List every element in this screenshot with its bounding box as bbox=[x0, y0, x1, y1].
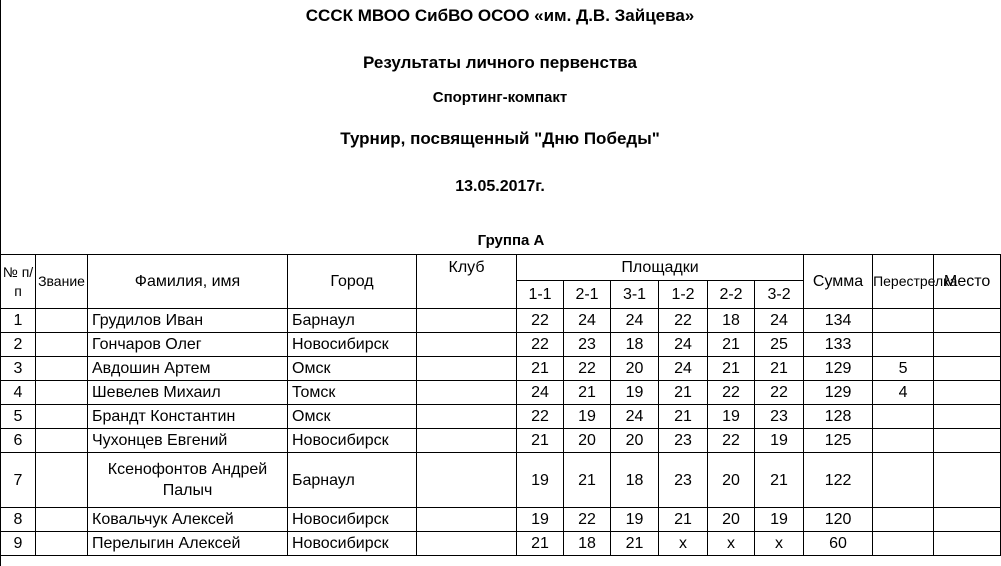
athlete-name-cell: Ксенофонтов Андрей Палыч bbox=[88, 453, 288, 508]
row-number-cell: 4 bbox=[1, 381, 36, 405]
city-cell: Новосибирск bbox=[288, 508, 417, 532]
score-cell-2-1: 18 bbox=[564, 532, 611, 556]
score-cell-3-2: x bbox=[755, 532, 804, 556]
table-row bbox=[1, 405, 1001, 429]
table-row bbox=[1, 357, 1001, 381]
rank-cell bbox=[36, 405, 88, 429]
athlete-name-cell: Гончаров Олег bbox=[88, 333, 288, 357]
row-number-cell: 1 bbox=[1, 309, 36, 333]
score-cell-3-1: 20 bbox=[611, 429, 659, 453]
score-cell-3-1: 21 bbox=[611, 532, 659, 556]
header-row bbox=[1, 255, 1001, 281]
club-cell bbox=[417, 381, 517, 405]
city-cell: Барнаул bbox=[288, 309, 417, 333]
place-cell bbox=[934, 405, 1001, 429]
sum-cell: 129 bbox=[804, 381, 873, 405]
row-number-cell: 5 bbox=[1, 405, 36, 429]
row-number-cell: 8 bbox=[1, 508, 36, 532]
score-cell-3-2: 19 bbox=[755, 429, 804, 453]
col-header-shootoff: Перестрелка bbox=[873, 255, 934, 309]
score-cell-1-2: 24 bbox=[659, 357, 708, 381]
rank-cell bbox=[36, 333, 88, 357]
score-cell-2-2: 22 bbox=[708, 381, 755, 405]
table-row bbox=[1, 532, 1001, 556]
col-header-place: Место bbox=[934, 255, 1001, 309]
city-cell: Барнаул bbox=[288, 453, 417, 508]
table-row bbox=[1, 508, 1001, 532]
city-cell: Томск bbox=[288, 381, 417, 405]
shootoff-cell bbox=[873, 453, 934, 508]
score-cell-3-2: 25 bbox=[755, 333, 804, 357]
table-row bbox=[1, 333, 1001, 357]
athlete-name-cell: Авдошин Артем bbox=[88, 357, 288, 381]
score-cell-1-2: 23 bbox=[659, 453, 708, 508]
score-cell-2-1: 22 bbox=[564, 508, 611, 532]
club-cell bbox=[417, 508, 517, 532]
table-row bbox=[1, 453, 1001, 508]
score-cell-3-2: 21 bbox=[755, 357, 804, 381]
score-cell-1-2: 21 bbox=[659, 381, 708, 405]
club-cell bbox=[417, 357, 517, 381]
score-cell-1-1: 22 bbox=[517, 333, 564, 357]
score-cell-3-2: 19 bbox=[755, 508, 804, 532]
shootoff-cell bbox=[873, 429, 934, 453]
sum-cell: 122 bbox=[804, 453, 873, 508]
place-cell bbox=[934, 429, 1001, 453]
score-cell-1-1: 22 bbox=[517, 405, 564, 429]
shootoff-cell bbox=[873, 508, 934, 532]
col-header-grounds: Площадки bbox=[517, 255, 804, 281]
score-cell-3-1: 19 bbox=[611, 508, 659, 532]
discipline-subtitle: Спортинг-компакт bbox=[432, 89, 568, 106]
col-header-num: № п/п bbox=[1, 255, 36, 309]
col-header-ground-1-2: 1-2 bbox=[659, 281, 708, 309]
col-header-rank: Звание bbox=[36, 255, 88, 309]
score-cell-1-1: 24 bbox=[517, 381, 564, 405]
score-cell-2-2: 22 bbox=[708, 429, 755, 453]
score-cell-2-1: 24 bbox=[564, 309, 611, 333]
shootoff-cell bbox=[873, 405, 934, 429]
col-header-sum: Сумма bbox=[804, 255, 873, 309]
score-cell-3-1: 18 bbox=[611, 453, 659, 508]
row-number-cell: 7 bbox=[1, 453, 36, 508]
row-number-cell: 9 bbox=[1, 532, 36, 556]
row-number-cell: 3 bbox=[1, 357, 36, 381]
shootoff-cell: 4 bbox=[873, 381, 934, 405]
sum-cell: 60 bbox=[804, 532, 873, 556]
sum-cell: 133 bbox=[804, 333, 873, 357]
group-heading: Группа А bbox=[477, 232, 545, 249]
score-cell-1-1: 21 bbox=[517, 532, 564, 556]
city-cell: Новосибирск bbox=[288, 532, 417, 556]
club-cell bbox=[417, 453, 517, 508]
athlete-name-cell: Чухонцев Евгений bbox=[88, 429, 288, 453]
col-header-club: Клуб bbox=[417, 255, 517, 309]
table-row bbox=[1, 381, 1001, 405]
club-cell bbox=[417, 532, 517, 556]
score-cell-1-1: 21 bbox=[517, 429, 564, 453]
score-cell-1-1: 21 bbox=[517, 357, 564, 381]
shootoff-cell bbox=[873, 532, 934, 556]
score-cell-3-1: 18 bbox=[611, 333, 659, 357]
place-cell bbox=[934, 453, 1001, 508]
rank-cell bbox=[36, 309, 88, 333]
table-row bbox=[1, 309, 1001, 333]
score-cell-2-2: 21 bbox=[708, 357, 755, 381]
athlete-name-cell: Ковальчук Алексей bbox=[88, 508, 288, 532]
place-cell bbox=[934, 309, 1001, 333]
document-title: Результаты личного первенства bbox=[363, 53, 637, 72]
club-cell bbox=[417, 405, 517, 429]
athlete-name-cell: Шевелев Михаил bbox=[88, 381, 288, 405]
col-header-ground-1-1: 1-1 bbox=[517, 281, 564, 309]
club-cell bbox=[417, 333, 517, 357]
col-header-ground-3-2: 3-2 bbox=[755, 281, 804, 309]
score-cell-3-1: 24 bbox=[611, 405, 659, 429]
rank-cell bbox=[36, 429, 88, 453]
athlete-name-cell: Перелыгин Алексей bbox=[88, 532, 288, 556]
table-row bbox=[1, 429, 1001, 453]
place-cell bbox=[934, 357, 1001, 381]
score-cell-2-1: 21 bbox=[564, 453, 611, 508]
sum-cell: 128 bbox=[804, 405, 873, 429]
score-cell-2-2: 18 bbox=[708, 309, 755, 333]
club-cell bbox=[417, 429, 517, 453]
score-cell-2-2: 19 bbox=[708, 405, 755, 429]
score-cell-2-2: x bbox=[708, 532, 755, 556]
athlete-name-cell: Грудилов Иван bbox=[88, 309, 288, 333]
row-number-cell: 6 bbox=[1, 429, 36, 453]
rank-cell bbox=[36, 508, 88, 532]
place-cell bbox=[934, 381, 1001, 405]
rank-cell bbox=[36, 532, 88, 556]
score-cell-2-1: 20 bbox=[564, 429, 611, 453]
organization-heading: СССК МВОО СибВО ОСОО «им. Д.В. Зайцева» bbox=[305, 6, 695, 25]
col-header-name: Фамилия, имя bbox=[88, 255, 288, 309]
shootoff-cell bbox=[873, 309, 934, 333]
sum-cell: 120 bbox=[804, 508, 873, 532]
score-cell-1-1: 19 bbox=[517, 508, 564, 532]
score-cell-1-2: 22 bbox=[659, 309, 708, 333]
col-header-ground-2-1: 2-1 bbox=[564, 281, 611, 309]
score-cell-1-2: x bbox=[659, 532, 708, 556]
rank-cell bbox=[36, 453, 88, 508]
city-cell: Омск bbox=[288, 357, 417, 381]
sum-cell: 129 bbox=[804, 357, 873, 381]
club-cell bbox=[417, 309, 517, 333]
event-date: 13.05.2017г. bbox=[455, 178, 545, 195]
score-cell-1-2: 21 bbox=[659, 508, 708, 532]
col-header-ground-2-2: 2-2 bbox=[708, 281, 755, 309]
score-cell-2-2: 20 bbox=[708, 508, 755, 532]
tournament-title: Турнир, посвященный "Дню Победы" bbox=[340, 129, 660, 148]
sum-cell: 125 bbox=[804, 429, 873, 453]
place-cell bbox=[934, 333, 1001, 357]
score-cell-3-1: 24 bbox=[611, 309, 659, 333]
score-cell-2-2: 20 bbox=[708, 453, 755, 508]
score-cell-3-2: 23 bbox=[755, 405, 804, 429]
score-cell-3-1: 20 bbox=[611, 357, 659, 381]
score-cell-3-2: 24 bbox=[755, 309, 804, 333]
score-cell-2-1: 23 bbox=[564, 333, 611, 357]
score-cell-1-2: 21 bbox=[659, 405, 708, 429]
place-cell bbox=[934, 508, 1001, 532]
score-cell-1-1: 19 bbox=[517, 453, 564, 508]
score-cell-1-1: 22 bbox=[517, 309, 564, 333]
rank-cell bbox=[36, 381, 88, 405]
score-cell-2-1: 21 bbox=[564, 381, 611, 405]
shootoff-cell: 5 bbox=[873, 357, 934, 381]
athlete-name-cell: Брандт Константин bbox=[88, 405, 288, 429]
shootoff-cell bbox=[873, 333, 934, 357]
score-cell-3-1: 19 bbox=[611, 381, 659, 405]
city-cell: Новосибирск bbox=[288, 429, 417, 453]
score-cell-2-2: 21 bbox=[708, 333, 755, 357]
score-cell-3-2: 21 bbox=[755, 453, 804, 508]
rank-cell bbox=[36, 357, 88, 381]
place-cell bbox=[934, 532, 1001, 556]
city-cell: Омск bbox=[288, 405, 417, 429]
results-table bbox=[0, 254, 1001, 556]
score-cell-2-1: 22 bbox=[564, 357, 611, 381]
sum-cell: 134 bbox=[804, 309, 873, 333]
score-cell-3-2: 22 bbox=[755, 381, 804, 405]
col-header-city: Город bbox=[288, 255, 417, 309]
score-cell-1-2: 24 bbox=[659, 333, 708, 357]
score-cell-1-2: 23 bbox=[659, 429, 708, 453]
col-header-ground-3-1: 3-1 bbox=[611, 281, 659, 309]
city-cell: Новосибирск bbox=[288, 333, 417, 357]
score-cell-2-1: 19 bbox=[564, 405, 611, 429]
row-number-cell: 2 bbox=[1, 333, 36, 357]
